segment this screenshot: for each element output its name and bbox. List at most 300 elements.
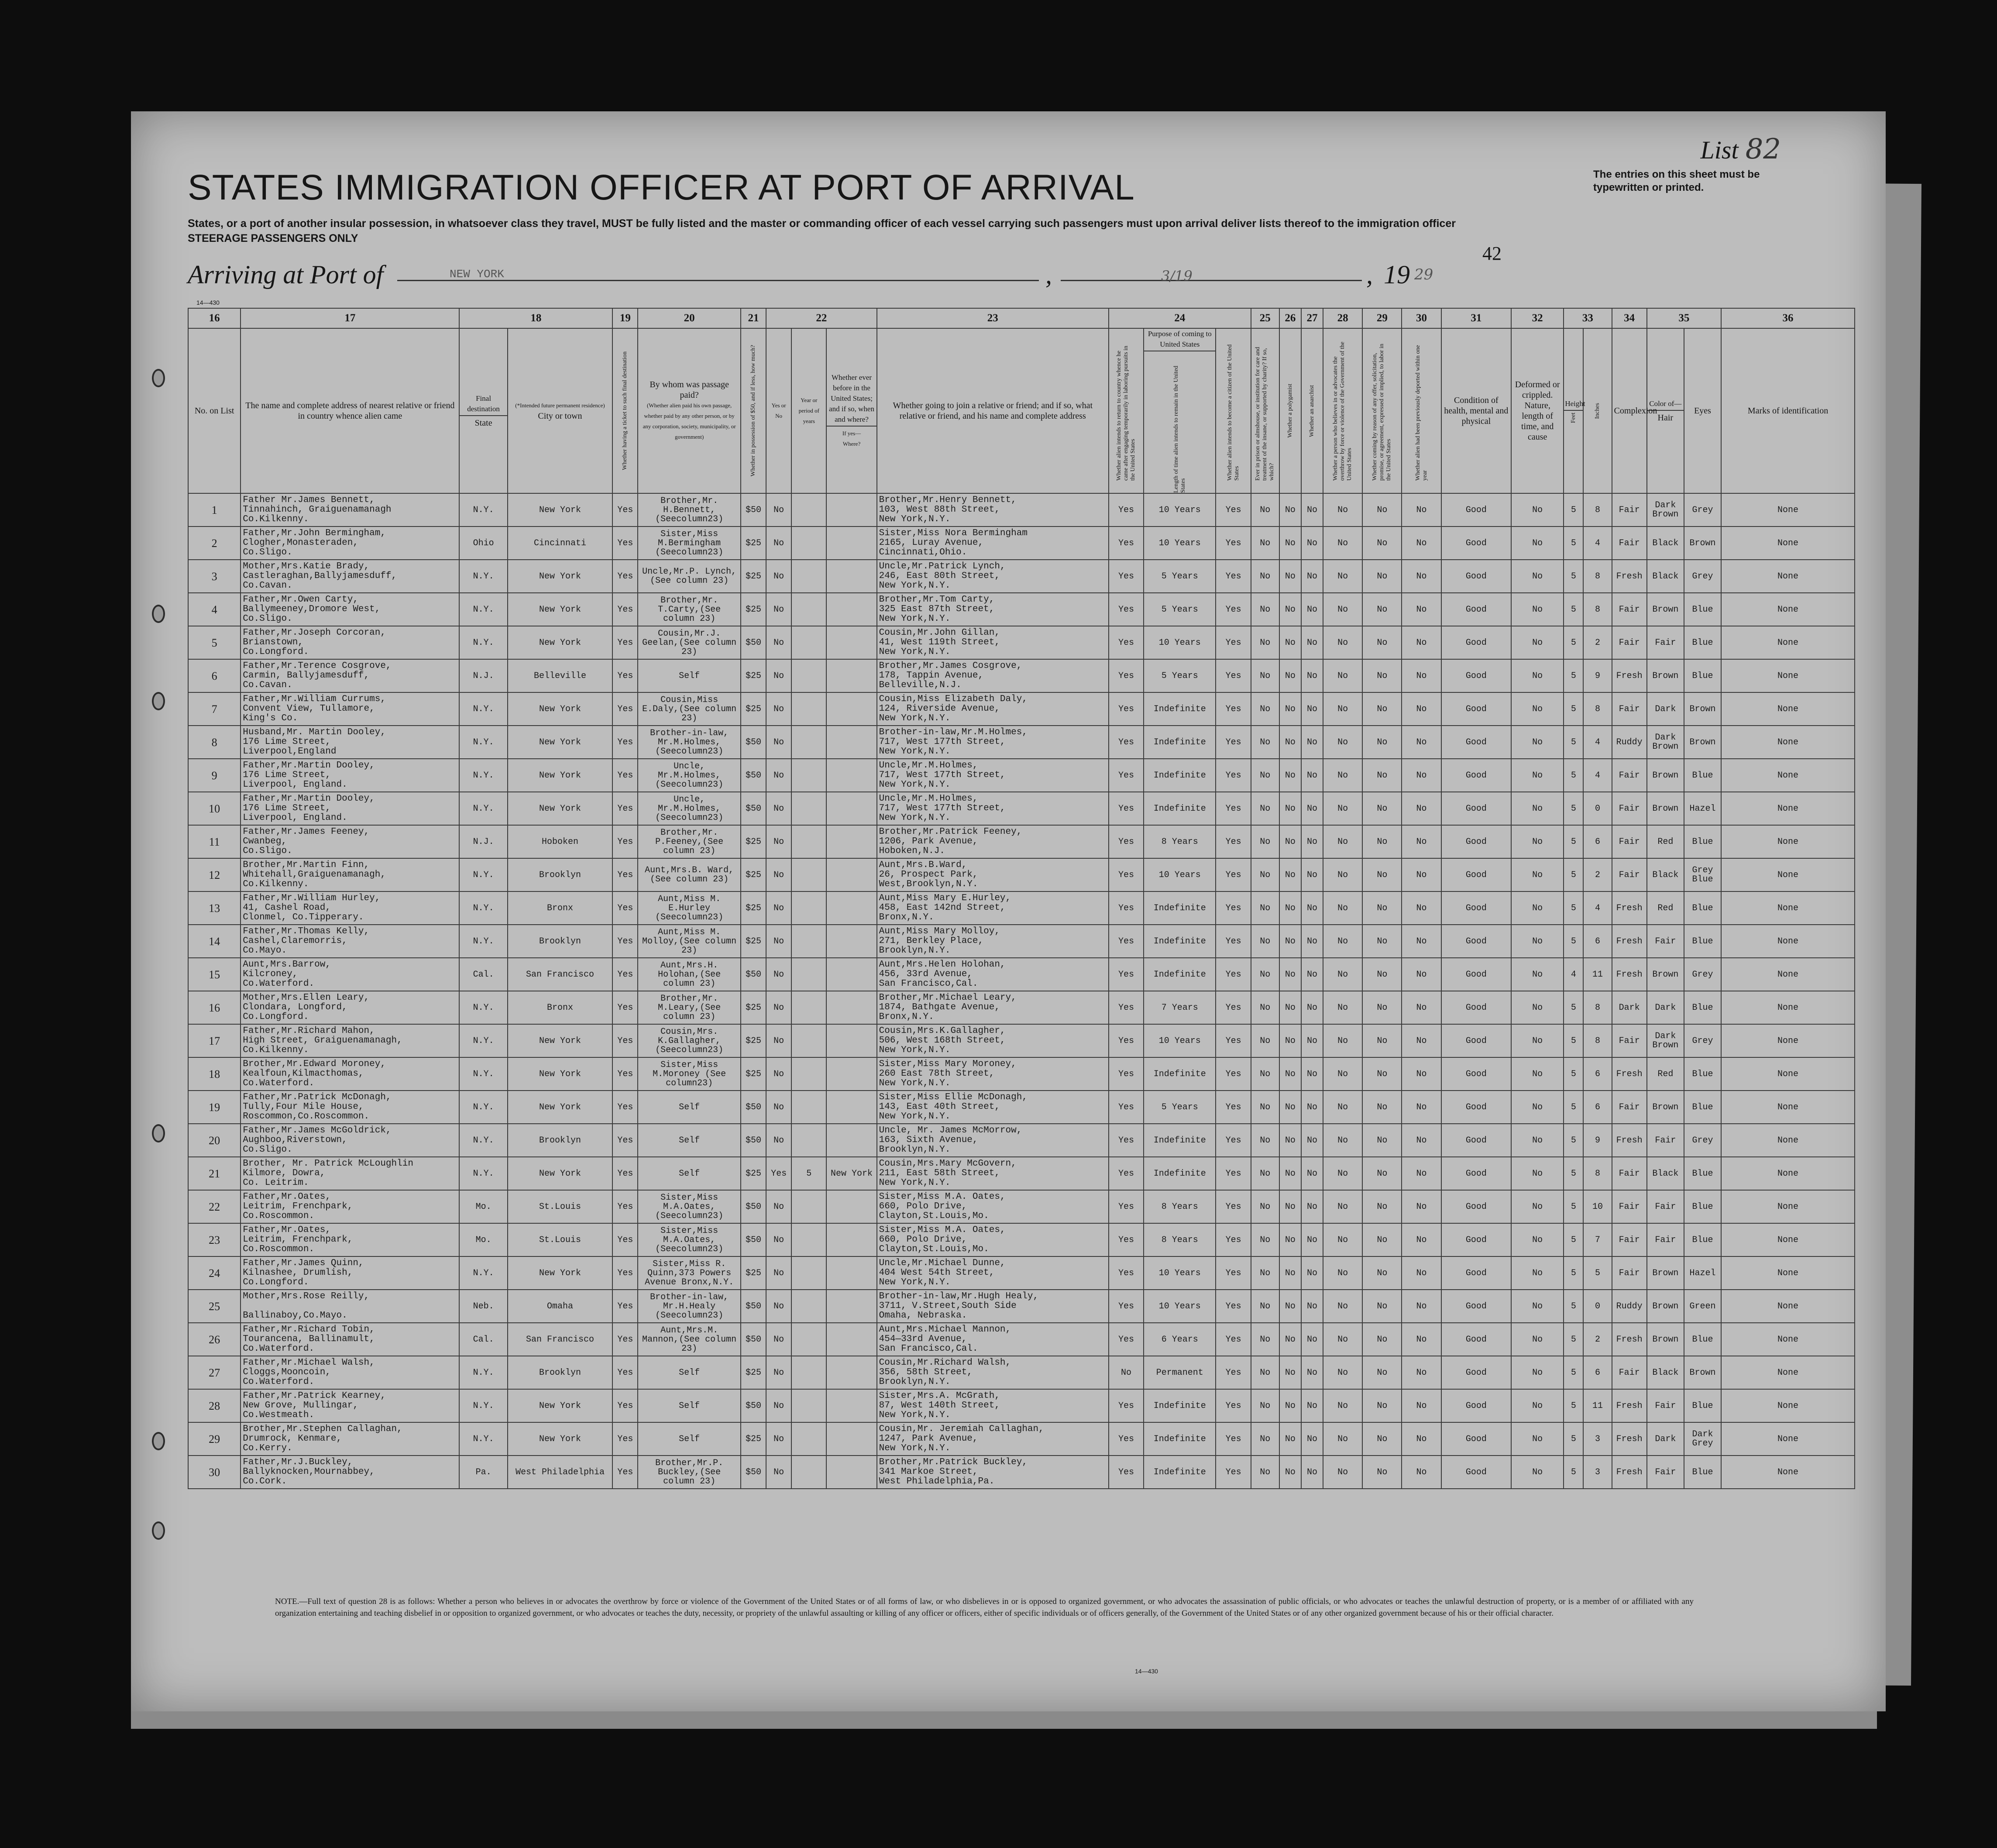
deformed-cell: No	[1511, 1290, 1564, 1323]
header-destination-note: (*Intended future permanent residence)	[515, 402, 605, 409]
height-feet: 5	[1564, 659, 1583, 692]
row-number: 26	[188, 1323, 241, 1356]
relative-address: Father,Mr.John Bermingham, Clogher,Monasteraden, Co.Sligo.	[241, 527, 459, 560]
eye-color: Grey	[1684, 493, 1721, 527]
height-inches: 4	[1583, 726, 1612, 759]
money-cell: $50	[741, 1190, 766, 1223]
before-period: 5	[791, 1157, 826, 1190]
intends-citizen: Yes	[1216, 958, 1251, 991]
marks-cell: None	[1721, 527, 1855, 560]
ticket-cell: Yes	[612, 1157, 638, 1190]
hair-color: Fair	[1647, 925, 1684, 958]
money-cell: $25	[741, 560, 766, 593]
header-join-relative: Whether going to join a relative or friend; and if so, what relative or friend, and his name and complete address	[877, 328, 1109, 493]
q29-cell: No	[1362, 891, 1402, 925]
table-row	[188, 1091, 1855, 1124]
complexion-cell: Fair	[1612, 1190, 1647, 1223]
intends-citizen: Yes	[1216, 858, 1251, 891]
health-cell: Good	[1441, 560, 1511, 593]
height-feet: 5	[1564, 858, 1583, 891]
passage-paid: Sister,Miss M.Moroney (See column23)	[638, 1057, 741, 1091]
hair-color: Red	[1647, 1057, 1684, 1091]
intends-return: Yes	[1109, 626, 1144, 659]
health-cell: Good	[1441, 1389, 1511, 1422]
before-period	[791, 626, 826, 659]
join-relative: Uncle,Mr.Patrick Lynch, 246, East 80th Street, New York,N.Y.	[877, 560, 1109, 593]
before-where	[826, 726, 876, 759]
row-number: 13	[188, 891, 241, 925]
health-cell: Good	[1441, 1091, 1511, 1124]
anarchist-cell: No	[1301, 825, 1323, 858]
intends-citizen: Yes	[1216, 659, 1251, 692]
eye-color: Blue	[1684, 1057, 1721, 1091]
header-ticket: Whether having a ticket to such final destination	[612, 328, 638, 493]
footnote: NOTE.—Full text of question 28 is as follows: Whether a person who believes in or advocates the overthrow by force or violence of the Government of the United States or of all forms of law, or who disbelieves in or is opposed to organized government, or who advocates the assassination of public officials, or who advocates or teaches the unlawful destruction of property, or is a member of or affiliated with any organization entertaining and teaching disbelief in or opposition to organized government, or who advocates or teaches the duty, necessity, or propriety of the unlawful assaulting or killing of any officer or officers, either of specific individuals or of officers generally, of the Government of the United States or of any other organized government because of his or their official character.	[275, 1597, 1694, 1618]
before-where	[826, 593, 876, 626]
height-inches: 8	[1583, 991, 1612, 1024]
relative-address: Father,Mr.Thomas Kelly, Cashel,Claremorris, Co.Mayo.	[241, 925, 459, 958]
ticket-cell: Yes	[612, 1124, 638, 1157]
dest-city: Brooklyn	[508, 1356, 613, 1389]
anarchist-cell: No	[1301, 726, 1323, 759]
before-yes-no: No	[766, 1323, 791, 1356]
before-where	[826, 1422, 876, 1456]
before-period	[791, 692, 826, 726]
col-num: 20	[638, 308, 741, 328]
intends-return: Yes	[1109, 593, 1144, 626]
polygamist-cell: No	[1279, 991, 1301, 1024]
height-inches: 7	[1583, 1223, 1612, 1256]
dest-state: N.Y.	[459, 991, 507, 1024]
marks-cell: None	[1721, 1290, 1855, 1323]
height-feet: 5	[1564, 1024, 1583, 1057]
ticket-cell: Yes	[612, 1057, 638, 1091]
relative-address: Mother,Mrs.Katie Brady, Castleraghan,Ballyjamesduff, Co.Cavan.	[241, 560, 459, 593]
polygamist-cell: No	[1279, 1091, 1301, 1124]
hair-color: Dark	[1647, 692, 1684, 726]
polygamist-cell: No	[1279, 1422, 1301, 1456]
polygamist-cell: No	[1279, 792, 1301, 825]
dest-state: N.Y.	[459, 560, 507, 593]
before-period	[791, 1190, 826, 1223]
length-of-stay: Indefinite	[1144, 1124, 1216, 1157]
deported-cell: No	[1402, 958, 1441, 991]
col-num: 18	[459, 308, 612, 328]
marks-cell: None	[1721, 825, 1855, 858]
length-of-stay: Indefinite	[1144, 759, 1216, 792]
eye-color: Blue	[1684, 925, 1721, 958]
intends-citizen: Yes	[1216, 1124, 1251, 1157]
deformed-cell: No	[1511, 1024, 1564, 1057]
before-where	[826, 626, 876, 659]
ticket-cell: Yes	[612, 493, 638, 527]
prison-cell: No	[1251, 1323, 1279, 1356]
header-q28: Whether a person who believes in or advocates the overthrow by force or violence of the Government of the United States	[1323, 328, 1362, 493]
health-cell: Good	[1441, 1290, 1511, 1323]
q28-cell: No	[1323, 925, 1362, 958]
passage-paid: Self	[638, 1356, 741, 1389]
before-yes-no: No	[766, 759, 791, 792]
before-yes-no: No	[766, 1091, 791, 1124]
polygamist-cell: No	[1279, 1290, 1301, 1323]
before-yes-no: No	[766, 991, 791, 1024]
join-relative: Brother-in-law,Mr.M.Holmes, 717, West 177th Street, New York,N.Y.	[877, 726, 1109, 759]
q29-cell: No	[1362, 560, 1402, 593]
deported-cell: No	[1402, 1323, 1441, 1356]
health-cell: Good	[1441, 1356, 1511, 1389]
height-inches: 0	[1583, 1290, 1612, 1323]
intends-citizen: Yes	[1216, 991, 1251, 1024]
dest-city: New York	[508, 1389, 613, 1422]
relative-address: Mother,Mrs.Ellen Leary, Clondara, Longford, Co.Longford.	[241, 991, 459, 1024]
complexion-cell: Fair	[1612, 1157, 1647, 1190]
header-relative-address: The name and complete address of nearest relative or friend in country whence alien came	[241, 328, 459, 493]
comma: ,	[1045, 260, 1052, 289]
hair-color: Black	[1647, 560, 1684, 593]
height-inches: 11	[1583, 1389, 1612, 1422]
height-inches: 10	[1583, 1190, 1612, 1223]
q28-cell: No	[1323, 493, 1362, 527]
intends-citizen: Yes	[1216, 1290, 1251, 1323]
q28-cell: No	[1323, 1456, 1362, 1489]
join-relative: Brother,Mr.Patrick Buckley, 341 Markoe Street, West Philadelphia,Pa.	[877, 1456, 1109, 1489]
col-num: 27	[1301, 308, 1323, 328]
health-cell: Good	[1441, 1223, 1511, 1256]
hair-color: Brown	[1647, 1256, 1684, 1290]
ticket-cell: Yes	[612, 527, 638, 560]
passage-paid: Self	[638, 1157, 741, 1190]
height-inches: 8	[1583, 593, 1612, 626]
height-feet: 5	[1564, 825, 1583, 858]
before-period	[791, 792, 826, 825]
header-citizen: Whether alien intends to become a citizen of the United States	[1216, 328, 1251, 493]
before-yes-no: No	[766, 527, 791, 560]
anarchist-cell: No	[1301, 792, 1323, 825]
eye-color: Blue	[1684, 1323, 1721, 1356]
polygamist-cell: No	[1279, 1356, 1301, 1389]
height-feet: 5	[1564, 1157, 1583, 1190]
header-intends-return: Whether alien intends to return to country whence he came after engaging temporarily in laboring pursuits in the United States	[1109, 328, 1144, 493]
complexion-cell: Fresh	[1612, 560, 1647, 593]
prison-cell: No	[1251, 493, 1279, 527]
relative-address: Father,Mr.William Currums, Convent View, Tullamore, King's Co.	[241, 692, 459, 726]
dest-state: N.J.	[459, 659, 507, 692]
dest-state: N.Y.	[459, 858, 507, 891]
entries-note: The entries on this sheet must be typewritten or printed.	[1593, 169, 1760, 193]
deported-cell: No	[1402, 560, 1441, 593]
complexion-cell: Fair	[1612, 1024, 1647, 1057]
before-yes-no: Yes	[766, 1157, 791, 1190]
complexion-cell: Fair	[1612, 626, 1647, 659]
join-relative: Sister,Miss M.A. Oates, 660, Polo Drive, Clayton,St.Louis,Mo.	[877, 1223, 1109, 1256]
marks-cell: None	[1721, 1456, 1855, 1489]
deformed-cell: No	[1511, 991, 1564, 1024]
year-suffix: 29	[1414, 266, 1433, 283]
before-where	[826, 493, 876, 527]
dest-state: Mo.	[459, 1190, 507, 1223]
polygamist-cell: No	[1279, 692, 1301, 726]
money-cell: $25	[741, 891, 766, 925]
col-num: 34	[1612, 308, 1647, 328]
polygamist-cell: No	[1279, 825, 1301, 858]
intends-citizen: Yes	[1216, 825, 1251, 858]
height-inches: 9	[1583, 659, 1612, 692]
row-number: 17	[188, 1024, 241, 1057]
relative-address: Father,Mr.James Feeney, Cwanbeg, Co.Sligo.	[241, 825, 459, 858]
dest-city: New York	[508, 593, 613, 626]
health-cell: Good	[1441, 858, 1511, 891]
complexion-cell: Fresh	[1612, 925, 1647, 958]
anarchist-cell: No	[1301, 1356, 1323, 1389]
intends-citizen: Yes	[1216, 1057, 1251, 1091]
q28-cell: No	[1323, 1323, 1362, 1356]
eye-color: Grey	[1684, 958, 1721, 991]
row-number: 6	[188, 659, 241, 692]
height-feet: 5	[1564, 1389, 1583, 1422]
intends-return: Yes	[1109, 1157, 1144, 1190]
before-yes-no: No	[766, 858, 791, 891]
q28-cell: No	[1323, 1157, 1362, 1190]
dest-city: New York	[508, 726, 613, 759]
deported-cell: No	[1402, 1024, 1441, 1057]
before-period	[791, 1389, 826, 1422]
prison-cell: No	[1251, 626, 1279, 659]
polygamist-cell: No	[1279, 1389, 1301, 1422]
dest-state: N.Y.	[459, 1356, 507, 1389]
anarchist-cell: No	[1301, 858, 1323, 891]
eye-color: Grey	[1684, 1024, 1721, 1057]
passage-paid: Brother-in-law, Mr.H.Healy (Seecolumn23)	[638, 1290, 741, 1323]
anarchist-cell: No	[1301, 1422, 1323, 1456]
ticket-cell: Yes	[612, 1024, 638, 1057]
marks-cell: None	[1721, 1124, 1855, 1157]
port-value: NEW YORK	[450, 268, 504, 281]
dest-state: Cal.	[459, 1323, 507, 1356]
intends-return: Yes	[1109, 560, 1144, 593]
intro-paragraph: States, or a port of another insular possession, in whatsoever class they travel, MUST be fully listed and the master or commanding officer of each vessel carrying such passengers must upon arrival deliver lists thereof to the immigration officer	[188, 217, 1456, 230]
passage-paid: Sister,Miss M.Bermingham (Seecolumn23)	[638, 527, 741, 560]
eye-color: Blue	[1684, 659, 1721, 692]
hair-color: Dark Brown	[1647, 493, 1684, 527]
complexion-cell: Fair	[1612, 759, 1647, 792]
length-of-stay: Indefinite	[1144, 891, 1216, 925]
money-cell: $25	[741, 858, 766, 891]
join-relative: Aunt,Mrs.B.Ward, 26, Prospect Park, West,Brooklyn,N.Y.	[877, 858, 1109, 891]
intends-return: Yes	[1109, 1124, 1144, 1157]
anarchist-cell: No	[1301, 659, 1323, 692]
deformed-cell: No	[1511, 593, 1564, 626]
hair-color: Brown	[1647, 1290, 1684, 1323]
intends-return: Yes	[1109, 1091, 1144, 1124]
row-number: 5	[188, 626, 241, 659]
intends-citizen: Yes	[1216, 1422, 1251, 1456]
height-inches: 9	[1583, 1124, 1612, 1157]
height-feet: 5	[1564, 925, 1583, 958]
passage-paid: Uncle, Mr.M.Holmes, (Seecolumn23)	[638, 759, 741, 792]
intends-return: Yes	[1109, 958, 1144, 991]
row-number: 23	[188, 1223, 241, 1256]
deformed-cell: No	[1511, 1323, 1564, 1356]
ticket-cell: Yes	[612, 1190, 638, 1223]
deformed-cell: No	[1511, 527, 1564, 560]
prison-cell: No	[1251, 1356, 1279, 1389]
before-period	[791, 759, 826, 792]
dest-state: N.Y.	[459, 891, 507, 925]
passage-paid: Self	[638, 659, 741, 692]
deformed-cell: No	[1511, 759, 1564, 792]
money-cell: $25	[741, 659, 766, 692]
before-yes-no: No	[766, 958, 791, 991]
polygamist-cell: No	[1279, 1323, 1301, 1356]
length-of-stay: Indefinite	[1144, 792, 1216, 825]
hair-color: Brown	[1647, 659, 1684, 692]
table-row	[188, 527, 1855, 560]
height-feet: 5	[1564, 759, 1583, 792]
length-of-stay: 5 Years	[1144, 659, 1216, 692]
passage-paid: Self	[638, 1389, 741, 1422]
table-row	[188, 1124, 1855, 1157]
intends-return: Yes	[1109, 493, 1144, 527]
join-relative: Sister,Mrs.A. McGrath, 87, West 140th Street, New York,N.Y.	[877, 1389, 1109, 1422]
before-where	[826, 527, 876, 560]
deformed-cell: No	[1511, 1157, 1564, 1190]
q29-cell: No	[1362, 925, 1402, 958]
join-relative: Cousin,Mr.Richard Walsh, 356, 58th Street, Brooklyn,N.Y.	[877, 1356, 1109, 1389]
dest-state: Pa.	[459, 1456, 507, 1489]
intends-return: Yes	[1109, 925, 1144, 958]
intends-citizen: Yes	[1216, 759, 1251, 792]
dest-state: N.J.	[459, 825, 507, 858]
row-number: 20	[188, 1124, 241, 1157]
header-health: Condition of health, mental and physical	[1441, 328, 1511, 493]
money-cell: $25	[741, 1024, 766, 1057]
deported-cell: No	[1402, 1157, 1441, 1190]
q29-cell: No	[1362, 1290, 1402, 1323]
money-cell: $50	[741, 1290, 766, 1323]
ticket-cell: Yes	[612, 792, 638, 825]
q29-cell: No	[1362, 1190, 1402, 1223]
hair-color: Fair	[1647, 626, 1684, 659]
eye-color: Blue	[1684, 593, 1721, 626]
deported-cell: No	[1402, 858, 1441, 891]
q28-cell: No	[1323, 626, 1362, 659]
dest-state: N.Y.	[459, 759, 507, 792]
health-cell: Good	[1441, 726, 1511, 759]
hair-color: Brown	[1647, 759, 1684, 792]
deformed-cell: No	[1511, 1057, 1564, 1091]
length-of-stay: 5 Years	[1144, 1091, 1216, 1124]
length-of-stay: Indefinite	[1144, 925, 1216, 958]
deported-cell: No	[1402, 493, 1441, 527]
dest-state: N.Y.	[459, 1091, 507, 1124]
deformed-cell: No	[1511, 1091, 1564, 1124]
money-cell: $50	[741, 759, 766, 792]
money-cell: $50	[741, 1456, 766, 1489]
manifest-page	[131, 111, 1886, 1711]
intends-citizen: Yes	[1216, 593, 1251, 626]
col-num: 26	[1279, 308, 1301, 328]
ticket-cell: Yes	[612, 692, 638, 726]
eye-color: Blue	[1684, 759, 1721, 792]
marks-cell: None	[1721, 1356, 1855, 1389]
money-cell: $25	[741, 1422, 766, 1456]
header-final-destination: Final destination	[460, 392, 507, 416]
row-number: 9	[188, 759, 241, 792]
passage-paid: Aunt,Mrs.H. Holohan,(See column 23)	[638, 958, 741, 991]
polygamist-cell: No	[1279, 1024, 1301, 1057]
col-num: 32	[1511, 308, 1564, 328]
length-of-stay: Indefinite	[1144, 726, 1216, 759]
before-where	[826, 659, 876, 692]
relative-address: Father,Mr.William Hurley, 41, Cashel Road, Clonmel, Co.Tipperary.	[241, 891, 459, 925]
before-yes-no: No	[766, 1389, 791, 1422]
dest-city: New York	[508, 1422, 613, 1456]
q28-cell: No	[1323, 1223, 1362, 1256]
marks-cell: None	[1721, 493, 1855, 527]
eye-color: Grey	[1684, 560, 1721, 593]
ticket-cell: Yes	[612, 1290, 638, 1323]
complexion-cell: Fair	[1612, 825, 1647, 858]
before-yes-no: No	[766, 1422, 791, 1456]
health-cell: Good	[1441, 958, 1511, 991]
height-inches: 6	[1583, 1091, 1612, 1124]
q29-cell: No	[1362, 626, 1402, 659]
height-inches: 2	[1583, 626, 1612, 659]
header-height-feet: Height Feet	[1564, 328, 1583, 493]
polygamist-cell: No	[1279, 891, 1301, 925]
row-number: 11	[188, 825, 241, 858]
dest-city: Cincinnati	[508, 527, 613, 560]
health-cell: Good	[1441, 991, 1511, 1024]
row-number: 10	[188, 792, 241, 825]
header-polygamist: Whether a polygamist	[1279, 328, 1301, 493]
money-cell: $25	[741, 1157, 766, 1190]
marks-cell: None	[1721, 1057, 1855, 1091]
relative-address: Father,Mr.Owen Carty, Ballymeeney,Dromore West, Co.Sligo.	[241, 593, 459, 626]
anarchist-cell: No	[1301, 759, 1323, 792]
deported-cell: No	[1402, 659, 1441, 692]
row-number: 12	[188, 858, 241, 891]
dest-state: N.Y.	[459, 1157, 507, 1190]
deformed-cell: No	[1511, 891, 1564, 925]
q28-cell: No	[1323, 1057, 1362, 1091]
relative-address: Father,Mr.Joseph Corcoran, Brianstown, Co.Longford.	[241, 626, 459, 659]
prison-cell: No	[1251, 560, 1279, 593]
deformed-cell: No	[1511, 1356, 1564, 1389]
dest-city: Brooklyn	[508, 925, 613, 958]
dest-state: N.Y.	[459, 1256, 507, 1290]
eye-color: Brown	[1684, 527, 1721, 560]
join-relative: Cousin,Miss Elizabeth Daly, 124, Riverside Avenue, New York,N.Y.	[877, 692, 1109, 726]
col-num: 24	[1109, 308, 1251, 328]
deformed-cell: No	[1511, 1389, 1564, 1422]
intends-return: Yes	[1109, 991, 1144, 1024]
marks-cell: None	[1721, 991, 1855, 1024]
relative-address: Aunt,Mrs.Barrow, Kilcroney, Co.Waterford.	[241, 958, 459, 991]
prison-cell: No	[1251, 1057, 1279, 1091]
dest-state: Cal.	[459, 958, 507, 991]
height-feet: 5	[1564, 1256, 1583, 1290]
join-relative: Brother,Mr.Tom Carty, 325 East 87th Street, New York,N.Y.	[877, 593, 1109, 626]
join-relative: Aunt,Miss Mary Molloy, 271, Berkley Place, Brooklyn,N.Y.	[877, 925, 1109, 958]
health-cell: Good	[1441, 792, 1511, 825]
prison-cell: No	[1251, 759, 1279, 792]
health-cell: Good	[1441, 1323, 1511, 1356]
prison-cell: No	[1251, 858, 1279, 891]
row-number: 2	[188, 527, 241, 560]
intends-return: Yes	[1109, 759, 1144, 792]
height-inches: 2	[1583, 858, 1612, 891]
